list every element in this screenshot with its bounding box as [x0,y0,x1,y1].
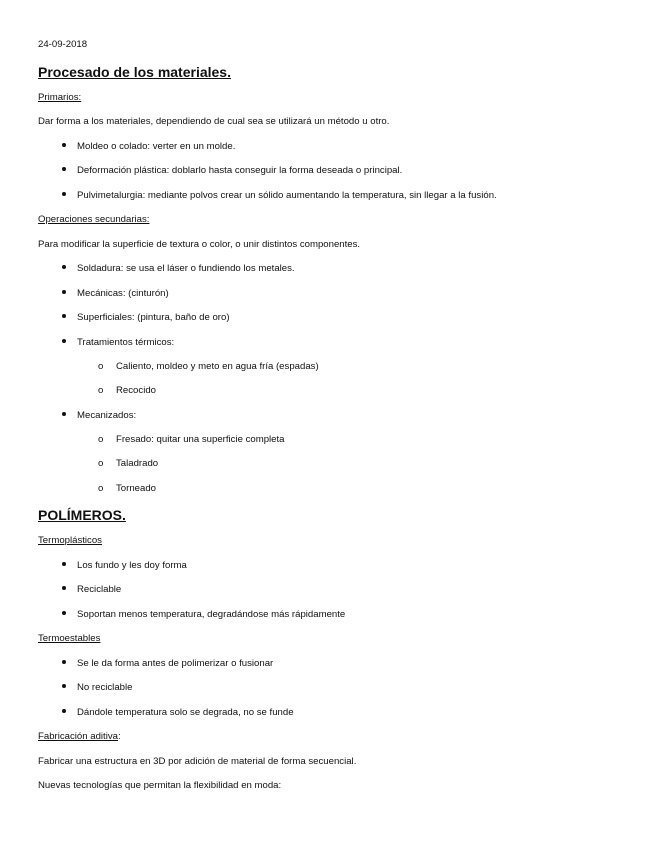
list-item [62,140,235,154]
paragraph: Fabricar una estructura en 3D por adición de material de forma secuencial. [38,756,357,767]
paragraph: Nuevas tecnologías que permitan la flexibilidad en moda: [38,780,282,791]
bullet-icon [62,660,66,664]
list-item [62,559,187,573]
list-item-text: Los fundo y les doy forma [77,560,187,571]
circle-bullet-icon: o [98,483,104,494]
circle-bullet-icon: o [98,385,104,396]
sub-list-item [98,457,158,471]
bullet-icon [62,167,66,171]
list-item-text: No reciclable [77,682,133,693]
list-item-text: Dándole temperatura solo se degrada, no se funde [77,707,294,718]
bullet-icon [62,314,66,318]
list-item [62,608,345,622]
sub-list-item [98,433,285,447]
list-item [62,409,136,423]
bullet-icon [62,290,66,294]
list-item-text: Soldadura: se usa el láser o fundiendo los metales. [77,263,295,274]
bullet-icon [62,143,66,147]
sub-list-item-text: Caliento, moldeo y meto en agua fría (espadas) [116,361,319,372]
list-item [62,706,294,720]
list-item-text: Mecanizados: [77,410,137,421]
section-heading-termoplasticos: Termoplásticos [38,535,102,546]
list-item-text: Se le da forma antes de polimerizar o fusionar [77,658,274,669]
list-item [62,262,295,276]
heading-colon: : [118,731,121,742]
paragraph: Para modificar la superficie de textura o color, o unir distintos componentes. [38,239,361,250]
list-item [62,657,273,671]
sub-list-item-text: Recocido [116,385,156,396]
section-title-polimeros: POLÍMEROS. [38,507,126,523]
sub-list-item [98,482,156,496]
list-item-text: Reciclable [77,584,122,595]
list-item [62,583,121,597]
list-item [62,336,174,350]
list-item [62,681,132,695]
circle-bullet-icon: o [98,458,104,469]
page-title: Procesado de los materiales. [38,64,231,80]
sub-list-item-text: Taladrado [116,458,159,469]
bullet-icon [62,684,66,688]
heading-text: Fabricación aditiva [38,731,118,742]
list-item [62,287,169,301]
sub-list-item [98,360,319,374]
bullet-icon [62,562,66,566]
list-item [62,311,230,325]
sub-list-item [98,384,156,398]
section-heading-termoestables: Termoestables [38,633,101,644]
list-item-text: Soportan menos temperatura, degradándose más rápidamente [77,609,346,620]
bullet-icon [62,611,66,615]
date: 24-09-2018 [38,39,88,50]
list-item-text: Mecánicas: (cinturón) [77,288,169,299]
list-item [62,164,402,178]
list-item-text: Tratamientos térmicos: [77,337,175,348]
bullet-icon [62,265,66,269]
list-item-text: Moldeo o colado: verter en un molde. [77,141,236,152]
bullet-icon [62,412,66,416]
list-item-text: Deformación plástica: doblarlo hasta conseguir la forma deseada o principal. [77,165,403,176]
bullet-icon [62,192,66,196]
circle-bullet-icon: o [98,361,104,372]
list-item-text: Superficiales: (pintura, baño de oro) [77,312,230,323]
section-heading-secundarias: Operaciones secundarias: [38,214,150,225]
circle-bullet-icon: o [98,434,104,445]
list-item [62,189,497,203]
bullet-icon [62,586,66,590]
section-heading-primarios: Primarios: [38,92,82,103]
sub-list-item-text: Torneado [116,483,157,494]
bullet-icon [62,339,66,343]
sub-list-item-text: Fresado: quitar una superficie completa [116,434,285,445]
bullet-icon [62,709,66,713]
paragraph: Dar forma a los materiales, dependiendo de cual sea se utilizará un método u otro. [38,116,390,127]
section-heading-fabricacion [38,730,121,744]
list-item-text: Pulvimetalurgia: mediante polvos crear un sólido aumentando la temperatura, sin llegar a la fusión. [77,190,497,201]
